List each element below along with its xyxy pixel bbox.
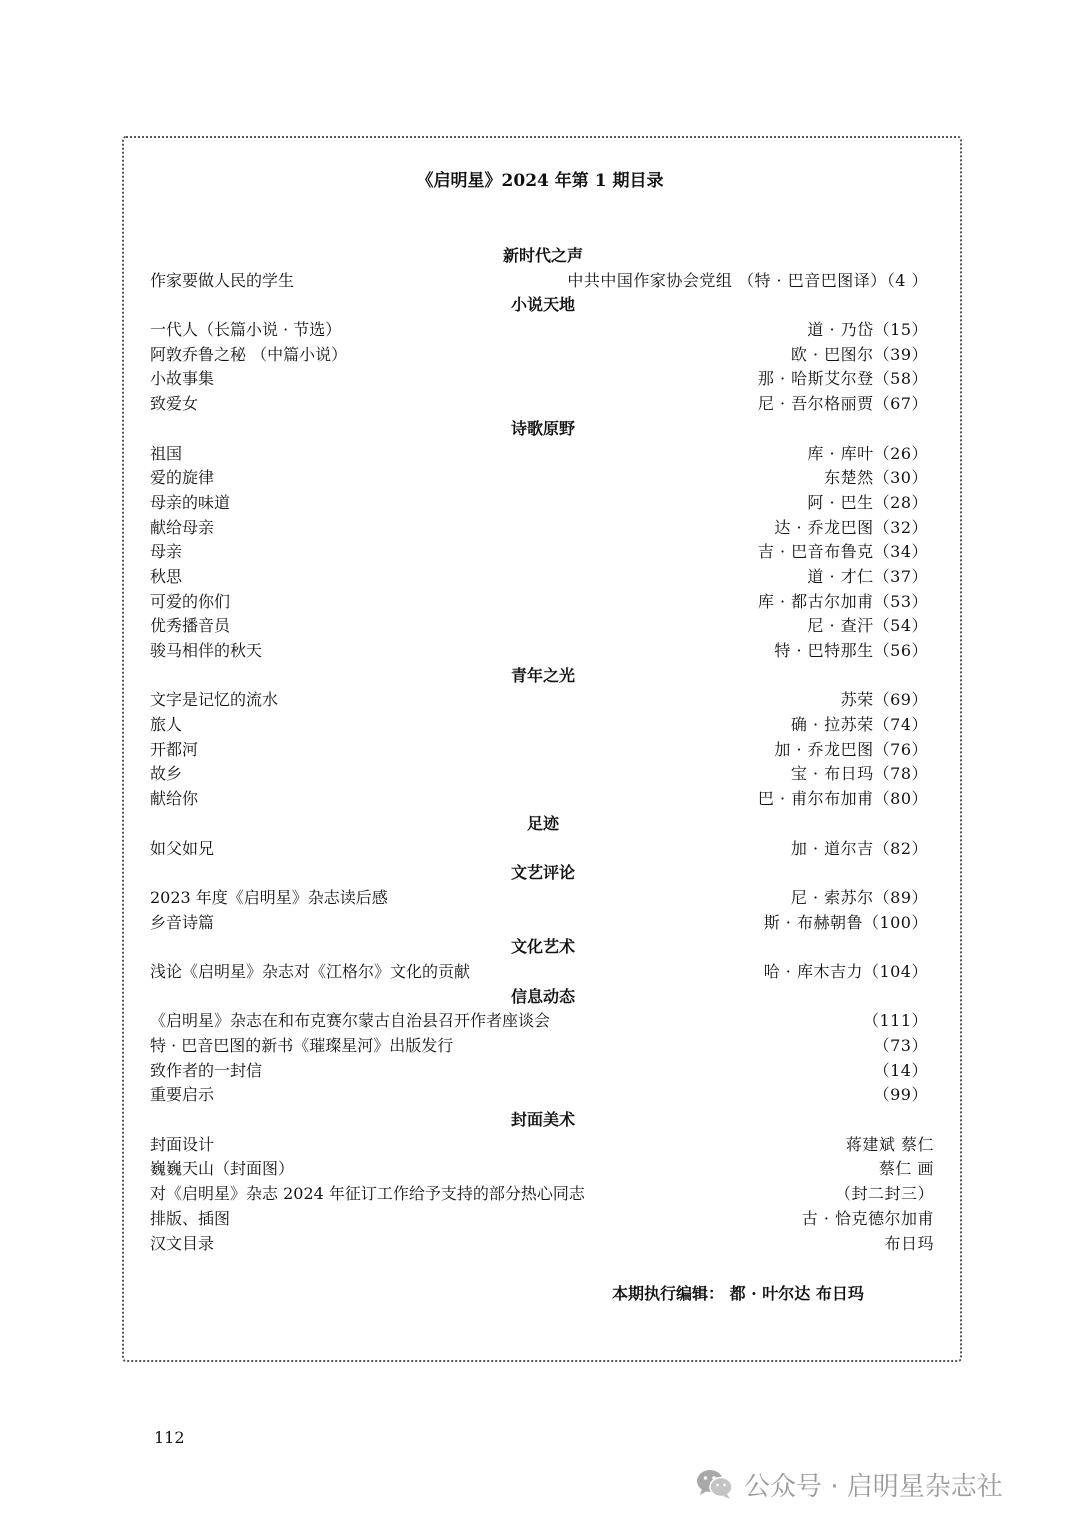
entry-author-page: 巴 · 甫尔布加甫（80） — [757, 789, 928, 809]
entry-title: 优秀播音员 — [150, 616, 231, 636]
entry-title: 母亲的味道 — [150, 492, 231, 512]
toc-entry — [150, 343, 928, 368]
section-heading: 文化艺术 — [510, 937, 575, 957]
entry-title: 故乡 — [150, 764, 183, 784]
wechat-icon — [696, 1468, 734, 1500]
toc-entry — [150, 886, 928, 911]
entry-author-page: 道 · 才仁（37） — [807, 566, 928, 586]
page-number: 112 — [154, 1428, 185, 1447]
entry-author-page: 欧 · 巴图尔（39） — [790, 344, 928, 364]
toc-entry — [150, 639, 928, 664]
section-heading: 青年之光 — [510, 665, 575, 685]
toc-entry — [150, 1059, 928, 1084]
section-heading: 足迹 — [526, 813, 559, 833]
entry-title: 致爱女 — [150, 394, 199, 414]
watermark — [696, 1464, 1003, 1504]
entry-title: 骏马相伴的秋天 — [150, 641, 263, 660]
entry-title: 特 · 巴音巴图的新书《璀璨星河》出版发行 — [150, 1036, 454, 1055]
entry-author-page: 宝 · 布日玛（78） — [790, 764, 928, 784]
entry-title: 汉文目录 — [150, 1233, 215, 1253]
entry-author-page: 尼 · 查汗（54） — [807, 616, 928, 636]
entry-title: 开都河 — [150, 739, 199, 759]
entry-title: 浅论《启明星》杂志对《江格尔》文化的贡献 — [150, 961, 471, 981]
entry-title: 如父如兄 — [150, 838, 215, 858]
entry-author-page: （封二封三） — [834, 1184, 934, 1204]
entry-author-page: 吉 · 巴音布鲁克（34） — [757, 542, 928, 562]
toc-entry — [150, 565, 928, 590]
entry-title: 一代人（长篇小说 · 节选） — [150, 320, 342, 340]
entry-author-page: 那 · 哈斯艾尔登（58） — [757, 369, 928, 389]
entry-author-page: 中共中国作家协会党组 （特 · 巴音巴图译）（4 ） — [567, 270, 928, 290]
section-heading: 诗歌原野 — [510, 418, 575, 438]
entry-title: 重要启示 — [150, 1085, 215, 1105]
entry-title: 爱的旋律 — [150, 468, 215, 488]
toc-entry — [150, 713, 928, 738]
entry-author-page: （111） — [862, 1011, 928, 1031]
entry-title: 2023 年度《启明星》杂志读后感 — [150, 887, 388, 907]
toc-entry — [150, 1133, 934, 1158]
section-heading: 文艺评论 — [510, 863, 575, 883]
entry-title: 母亲 — [150, 542, 183, 562]
toc-entry — [150, 466, 928, 491]
entry-author-page: 库 · 库叶（26） — [807, 443, 928, 463]
entry-author-page: 苏荣（69） — [840, 690, 928, 710]
entry-title: 可爱的你们 — [150, 591, 231, 611]
entry-author-page: 蔡仁 画 — [878, 1159, 934, 1179]
entry-author-page: （99） — [873, 1085, 928, 1105]
toc-entry — [150, 787, 928, 812]
toc-entry — [150, 1232, 934, 1257]
toc-entry — [150, 1009, 928, 1034]
executive-editor: 本期执行编辑： 都 · 叶尔达 布日玛 — [612, 1284, 864, 1303]
entry-title: 排版、插图 — [150, 1208, 231, 1228]
entry-title: 致作者的一封信 — [150, 1060, 263, 1080]
watermark-text: 公众号 · 启明星杂志社 — [744, 1471, 1003, 1502]
entry-author-page: 尼 · 索苏尔（89） — [790, 887, 928, 907]
toc-entry — [150, 392, 928, 417]
toc-entry — [150, 837, 928, 862]
toc-entry — [150, 688, 928, 713]
toc-entry — [150, 1157, 934, 1182]
entry-author-page: 达 · 乔龙巴图（32） — [774, 517, 928, 537]
entry-title: 乡音诗篇 — [150, 912, 215, 932]
entry-author-page: （73） — [873, 1036, 928, 1055]
toc-entry — [150, 762, 928, 787]
entry-author-page: 古 · 恰克德尔加甫 — [801, 1208, 934, 1228]
entry-author-page: 东楚然（30） — [824, 468, 928, 488]
toc-entry — [150, 1207, 934, 1232]
toc-entry — [150, 269, 928, 294]
entry-author-page: 蒋建斌 蔡仁 — [845, 1134, 934, 1154]
section-heading: 新时代之声 — [502, 246, 583, 265]
section-heading: 信息动态 — [510, 986, 575, 1006]
entry-title: 献给母亲 — [150, 517, 215, 537]
page-title: 《启明星》2024 年第 1 期目录 — [416, 171, 664, 191]
toc-entry — [150, 960, 928, 985]
entry-title: 文字是记忆的流水 — [150, 690, 279, 710]
toc-entry — [150, 442, 928, 467]
entry-title: 《启明星》杂志在和布克赛尔蒙古自治县召开作者座谈会 — [150, 1011, 551, 1031]
entry-author-page: 道 · 乃岱（15） — [807, 320, 928, 340]
entry-title: 小故事集 — [150, 369, 215, 389]
entry-title: 旅人 — [150, 715, 183, 735]
toc-entry — [150, 367, 928, 392]
entry-author-page: 加 · 乔龙巴图（76） — [774, 739, 928, 759]
entry-title: 封面设计 — [150, 1134, 215, 1154]
entry-author-page: 尼 · 吾尔格丽贾（67） — [757, 394, 928, 414]
entry-title: 巍巍天山（封面图） — [150, 1159, 295, 1179]
toc-entry — [150, 1083, 928, 1108]
entry-title: 作家要做人民的学生 — [150, 270, 295, 290]
entry-author-page: 库 · 都古尔加甫（53） — [757, 591, 928, 611]
toc-entry — [150, 614, 928, 639]
entry-title: 献给你 — [150, 789, 199, 809]
table-of-contents — [150, 244, 934, 1256]
entry-author-page: 哈 · 库木吉力（104） — [763, 961, 928, 981]
toc-entry — [150, 1182, 934, 1207]
entry-author-page: 阿 · 巴生（28） — [807, 492, 928, 512]
entry-title: 祖国 — [150, 443, 183, 463]
entry-author-page: 斯 · 布赫朝鲁（100） — [763, 912, 928, 932]
toc-entry — [150, 516, 928, 541]
section-heading: 小说天地 — [510, 295, 575, 315]
toc-entry — [150, 738, 928, 763]
toc-entry — [150, 590, 928, 615]
entry-author-page: 布日玛 — [884, 1233, 934, 1253]
entry-title: 秋思 — [150, 566, 183, 586]
entry-author-page: 特 · 巴特那生（56） — [774, 641, 928, 660]
entry-title: 阿敦乔鲁之秘 （中篇小说） — [150, 344, 348, 364]
section-heading: 封面美术 — [510, 1110, 575, 1130]
entry-author-page: 加 · 道尔吉（82） — [790, 838, 928, 858]
toc-entry — [150, 911, 928, 936]
entry-author-page: （14） — [873, 1060, 928, 1080]
toc-entry — [150, 540, 928, 565]
entry-author-page: 确 · 拉苏荣（74） — [790, 715, 928, 735]
entry-title: 对《启明星》杂志 2024 年征订工作给予支持的部分热心同志 — [150, 1184, 585, 1204]
toc-entry — [150, 1034, 928, 1059]
toc-entry — [150, 318, 928, 343]
toc-entry — [150, 491, 928, 516]
